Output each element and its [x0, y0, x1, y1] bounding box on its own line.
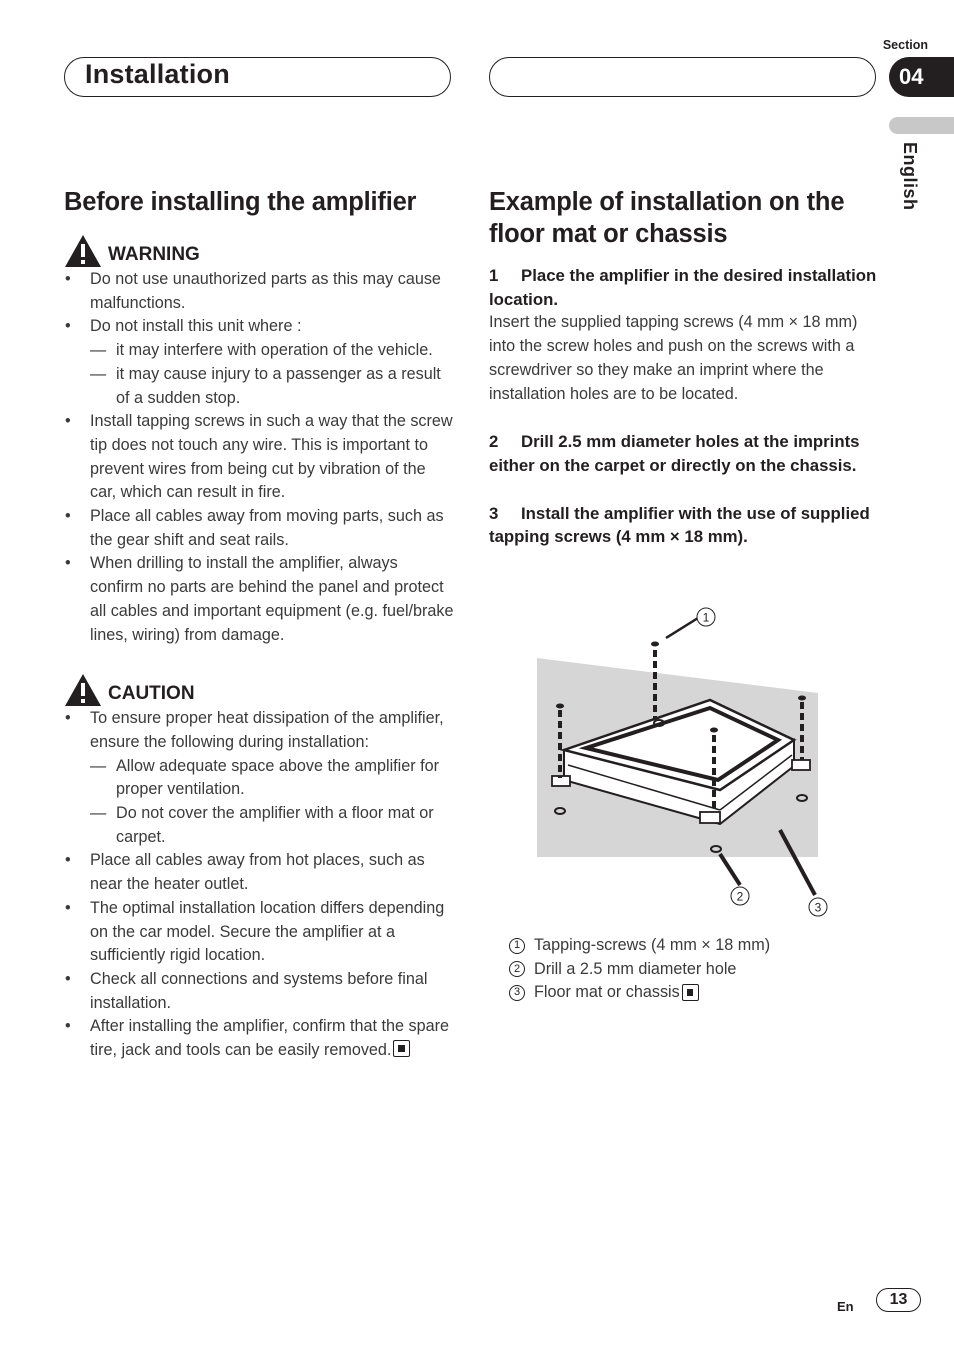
- end-mark-icon: [682, 984, 699, 1001]
- step-1-body: Insert the supplied tapping screws (4 mm × 18 mm) into the screw holes and push on the screws with a screwdriver so they make an imprint where the installation holes are to be located.: [489, 313, 858, 403]
- legend-number: 3: [509, 985, 525, 1001]
- step-3-title: 3 Install the amplifier with the use of supplied tapping screws (4 mm × 18 mm).: [489, 503, 870, 547]
- section-label: Section: [882, 38, 928, 52]
- list-item: • Do not install this unit where : — it may interfere with operation of the vehicle. — it may cause injury to a passenger as a result of a sudden stop.: [64, 315, 454, 410]
- example-installation-heading: Example of installation on the floor mat or chassis: [489, 188, 845, 248]
- list-item: • Place all cables away from moving parts, such as the gear shift and seat rails.: [64, 505, 454, 552]
- installation-illustration: [530, 600, 840, 925]
- sub-list-item: — Do not cover the amplifier with a floor mat or carpet.: [90, 802, 454, 849]
- list-item: • To ensure proper heat dissipation of the amplifier, ensure the following during installation: — Allow adequate space above the amplifier for proper ventilation. — Do not cover the amplifier with a floor mat or carpet.: [64, 707, 454, 849]
- step-2: [489, 430, 879, 477]
- step-1: [489, 264, 879, 406]
- step-2-title: 2 Drill 2.5 mm diameter holes at the imprints either on the carpet or directly on the chassis.: [489, 432, 860, 475]
- callout-1: [697, 608, 715, 626]
- callout-2: [731, 887, 749, 905]
- list-item: • Do not use unauthorized parts as this may cause malfunctions.: [64, 268, 454, 315]
- list-item: • Place all cables away from hot places, such as near the heater outlet.: [64, 849, 454, 896]
- chapter-title: Installation: [85, 59, 230, 89]
- language-label: English: [900, 142, 920, 211]
- caution-list: [64, 707, 454, 1063]
- legend-item: 2 Drill a 2.5 mm diameter hole: [509, 958, 770, 982]
- legend-item: 1 Tapping-screws (4 mm × 18 mm): [509, 934, 770, 958]
- svg-text:1: 1: [702, 610, 710, 625]
- warning-list: [64, 268, 454, 647]
- right-column: [489, 186, 879, 549]
- list-item: • When drilling to install the amplifier, always confirm no parts are behind the panel and protect all cables and important equipment (e.g. fuel/brake lines, wiring) from damage.: [64, 552, 454, 647]
- chapter-title-pill: [64, 57, 451, 97]
- list-item: • Check all connections and systems before final installation.: [64, 968, 454, 1015]
- step-3: [489, 502, 879, 549]
- page-number: 13: [876, 1288, 921, 1312]
- svg-text:2: 2: [736, 889, 744, 904]
- language-tab: [889, 117, 954, 134]
- end-mark-icon: [393, 1040, 410, 1057]
- caution-header: [64, 669, 454, 707]
- legend-item: 3 Floor mat or chassis: [509, 981, 770, 1005]
- before-installing-heading: Before installing the amplifier: [64, 188, 417, 216]
- list-item: • The optimal installation location differs depending on the car model. Secure the amplifier at a sufficiently rigid location.: [64, 897, 454, 968]
- left-column: [64, 186, 454, 1063]
- warning-header: [64, 230, 454, 268]
- legend-number: 1: [509, 938, 525, 954]
- svg-text:3: 3: [814, 900, 822, 915]
- sub-list-item: — Allow adequate space above the amplifier for proper ventilation.: [90, 755, 454, 802]
- sub-list-item: — it may cause injury to a passenger as a result of a sudden stop.: [90, 363, 454, 410]
- warning-label: WARNING: [108, 244, 200, 265]
- callout-3: [809, 898, 827, 916]
- header-blank-pill: [489, 57, 876, 97]
- sub-list-item: — it may interfere with operation of the vehicle.: [90, 339, 454, 363]
- legend-number: 2: [509, 961, 525, 977]
- caution-label: CAUTION: [108, 683, 195, 705]
- caution-triangle-icon: [64, 673, 102, 707]
- warning-triangle-icon: [64, 234, 102, 268]
- list-item: • Install tapping screws in such a way that the screw tip does not touch any wire. This is important to prevent wires from being cut by vibration of the car, which can result in fire.: [64, 410, 454, 505]
- step-1-title: 1 Place the amplifier in the desired installation location.: [489, 266, 877, 309]
- section-number-tab: 04: [889, 57, 954, 97]
- figure-legend: [509, 934, 770, 1005]
- list-item: • After installing the amplifier, confirm that the spare tire, jack and tools can be easily removed.: [64, 1015, 454, 1062]
- footer-language: En: [837, 1299, 854, 1314]
